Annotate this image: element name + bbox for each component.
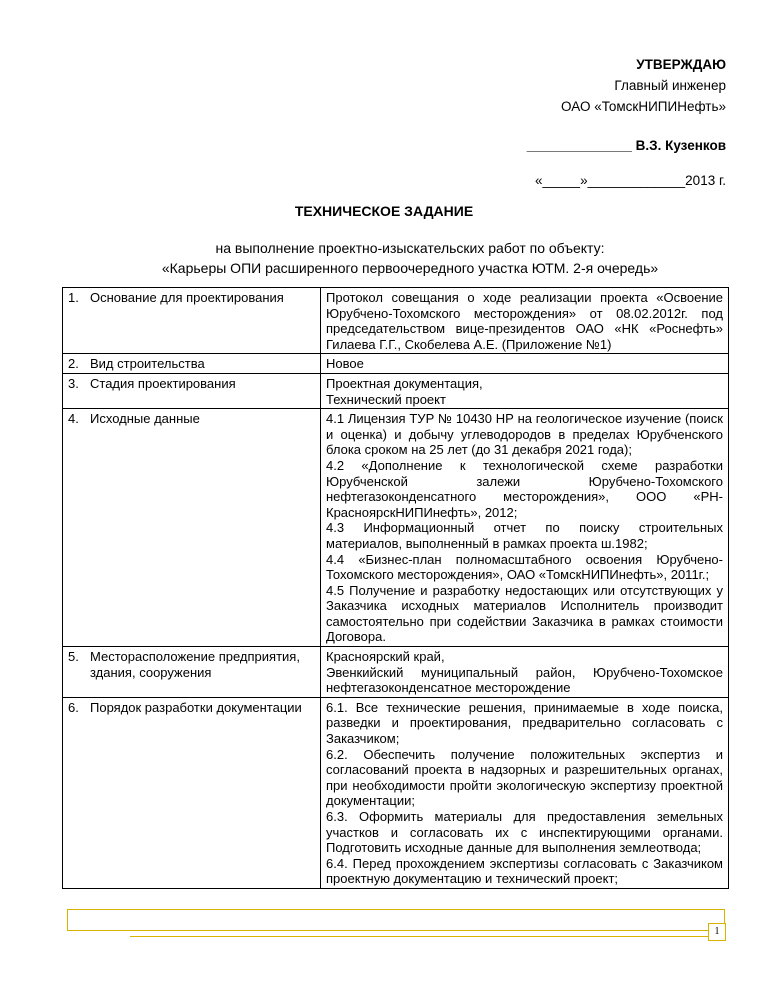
row-number: 4.: [68, 411, 79, 427]
row-number: 1.: [68, 290, 79, 305]
document-subtitle: [60, 238, 760, 278]
row-content-paragraph: 4.3 Информационный отчет по поиску строительных материалов, выполненный в рамках проекта ш.1982;: [326, 520, 723, 551]
row-label: Месторасположение предприятия, здания, сооружения: [90, 649, 300, 680]
row-content-paragraph: 6.3. Оформить материалы для предоставления земельных участков и согласовать их с инспектирующими органами. Подготовить исходные данные для выполнения землеотвода;: [326, 809, 723, 856]
row-number: 3.: [68, 375, 79, 391]
table-row: [63, 288, 729, 354]
row-label: Основание для проектирования: [90, 290, 284, 305]
row-label-cell: [63, 647, 321, 698]
subtitle-line-2: «Карьеры ОПИ расширенного первоочередного участка ЮТМ. 2-я очередь»: [161, 260, 659, 276]
row-content-paragraph: Эвенкийский муниципальный район, Юрубчено-Тохомское нефтегазоконденсатное месторождение: [326, 664, 723, 696]
page-number: 1: [708, 923, 726, 941]
row-content-paragraph: Технический проект: [326, 391, 446, 407]
date-line: «_____»_____________2013 г.: [535, 173, 726, 188]
row-content-paragraph: 6.4. Перед прохождением экспертизы согласовать с Заказчиком проектную документацию и технический проект;: [326, 855, 723, 887]
table-row: [63, 697, 729, 888]
row-content-paragraph: Красноярский край,: [326, 649, 445, 665]
row-content-cell: [321, 373, 729, 408]
row-label-cell: [63, 409, 321, 647]
row-label: Порядок разработки документации: [90, 699, 302, 715]
footer-rule: [130, 936, 724, 937]
row-content-paragraph: Проектная документация,: [326, 375, 483, 391]
row-content-paragraph: 4.1 Лицензия ТУР № 10430 НР на геологическое изучение (поиск и оценка) и добычу углеводородов в пределах Юрубченского блока сроком на 25 лет (до 31 декабря 2021 года);: [326, 411, 723, 458]
row-content-paragraph: 4.5 Получение и разработку недостающих или отсутствующих у Заказчика исходных материалов Исполнитель производит самостоятельно при содействии Заказчика в рамках стоимости Договора.: [326, 582, 723, 645]
footer-frame: [67, 909, 725, 931]
specification-table: [62, 287, 729, 889]
row-content-cell: [321, 354, 729, 374]
row-number: 6.: [68, 699, 79, 715]
row-number: 2.: [68, 356, 79, 372]
row-content-paragraph: 4.4 «Бизнес-план полномасштабного освоения Юрубчено-Тохомского месторождения», ОАО «ТомскНИПИнефть», 2011г.;: [326, 551, 723, 583]
row-content-cell: [321, 409, 729, 647]
table-row: [63, 409, 729, 647]
approval-heading: УТВЕРЖДАЮ: [636, 57, 726, 72]
row-label: Вид строительства: [90, 356, 205, 372]
row-label-cell: [63, 373, 321, 408]
row-label-cell: [63, 697, 321, 888]
row-content-cell: [321, 647, 729, 698]
table-row: [63, 354, 729, 374]
row-content-paragraph: Протокол совещания о ходе реализации проекта «Освоение Юрубчено-Тохомского месторождения» от 08.02.2012г. под председательством вице-президентов ОАО «НК «Роснефть» Гилаева Г.Г., Скобелева А.Е. (Приложение №1): [326, 290, 723, 352]
approval-position: Главный инженер: [614, 78, 726, 93]
approval-block: [406, 54, 726, 191]
row-label: Исходные данные: [90, 411, 200, 427]
signature-line: ______________ В.З. Кузенков: [526, 138, 726, 153]
row-number: 5.: [68, 649, 79, 665]
row-content-paragraph: 6.2. Обеспечить получение положительных экспертиз и согласований проекта в надзорных и разрешительных органах, при необходимости пройти экологическую экспертизу проектной документации;: [326, 746, 723, 809]
row-label-cell: [63, 288, 321, 354]
row-label: Стадия проектирования: [90, 375, 236, 391]
document-title: ТЕХНИЧЕСКОЕ ЗАДАНИЕ: [294, 203, 474, 219]
approval-organization: ОАО «ТомскНИПИНефть»: [561, 99, 726, 114]
table-row: [63, 647, 729, 698]
row-content-paragraph: 6.1. Все технические решения, принимаемые в ходе поиска, разведки и проектирования, предварительно согласовать с Заказчиком;: [326, 699, 723, 747]
row-content-cell: [321, 697, 729, 888]
row-label-cell: [63, 354, 321, 374]
row-content-paragraph: Новое: [326, 356, 364, 372]
subtitle-line-1: на выполнение проектно-изыскательских работ по объекту:: [215, 240, 605, 256]
table-row: [63, 373, 729, 408]
row-content-paragraph: 4.2 «Дополнение к технологической схеме разработки Юрубченской залежи Юрубчено-Тохомского нефтегазоконденсатного месторождения», ООО «РН-КрасноярскНИПИнефть», 2012;: [326, 457, 723, 520]
row-content-cell: [321, 288, 729, 354]
